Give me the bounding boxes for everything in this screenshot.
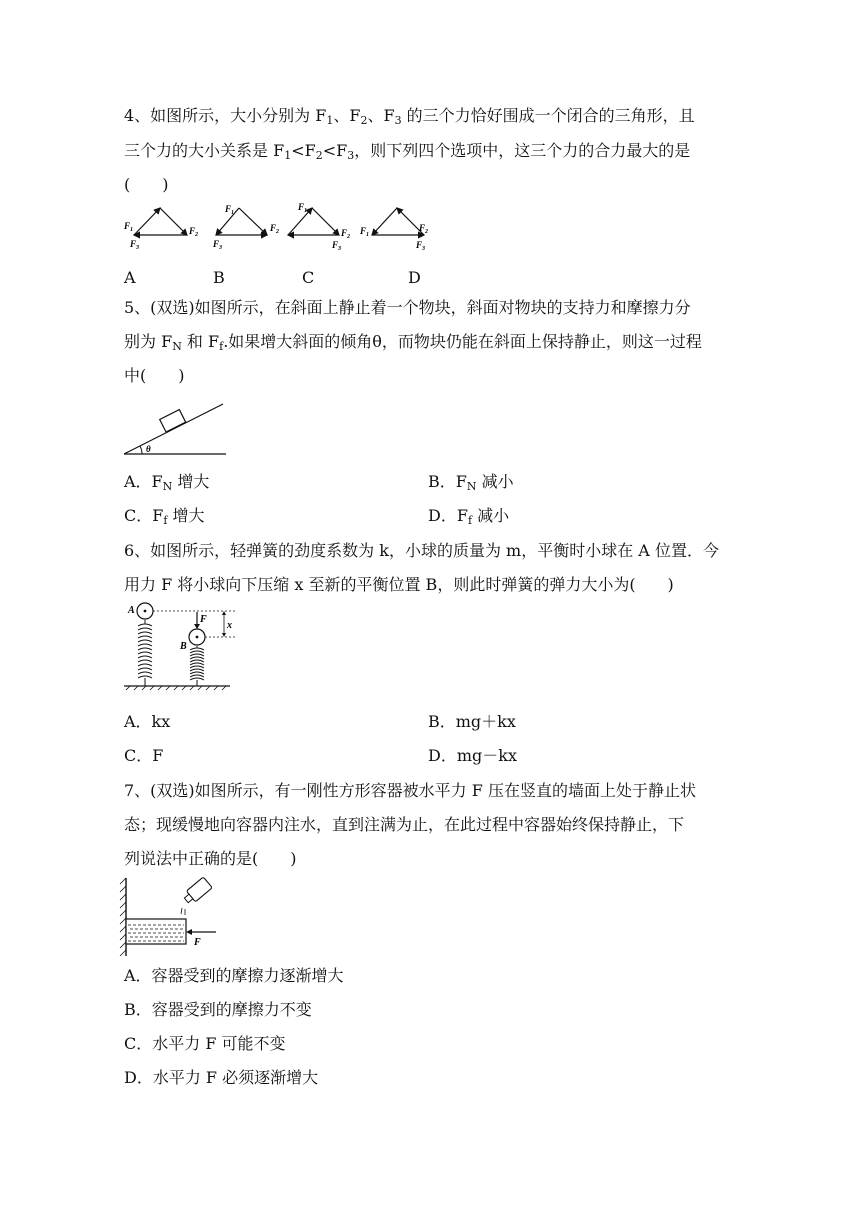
q6-option-a: A．kx — [124, 712, 171, 731]
q5-option-b: B．$F_N$ 减小 — [428, 472, 514, 493]
q5-line-2: 别为 $F_N$ 和 $F_f$.如果增大斜面的倾角θ，而物块仍能在斜面上保持静止，则这一过程 — [124, 332, 702, 353]
q6-line-1: 6、如图所示，轻弹簧的劲度系数为 k，小球的质量为 m，平衡时小球在 A 位置．今 — [124, 541, 719, 560]
q6-option-d: D．mg－kx — [428, 746, 517, 765]
q7-container — [126, 919, 186, 944]
q6-line-2: 用力 F 将小球向下压缩 x 至新的平衡位置 B，则此时弹簧的弹力大小为( ) — [124, 575, 674, 594]
q4-a-label-f1: $F_1$ — [124, 221, 134, 233]
q7-line-2: 态；现缓慢地向容器内注水，直到注满为止，在此过程中容器始终保持静止，下 — [124, 815, 685, 834]
q4-triangles-figure — [122, 198, 442, 258]
q6-label-b: B — [180, 641, 187, 652]
q6-option-b: B．mg＋kx — [428, 712, 516, 731]
q4-triangle-b — [216, 208, 267, 235]
q4-triangle-d — [372, 208, 424, 235]
q4-triangle-c — [288, 208, 339, 235]
q4-triangle-a — [134, 208, 187, 235]
q5-option-d: D．$F_f$ 减小 — [428, 506, 510, 527]
q4-d-label-f2: $F_2$ — [419, 223, 429, 235]
q4-c-label-f1: $F_1$ — [298, 202, 308, 214]
q6-option-c: C．F — [124, 746, 164, 765]
q5-theta-label: θ — [146, 444, 151, 454]
q7-option-b: B．容器受到的摩擦力不变 — [124, 1000, 312, 1019]
q7-option-d: D．水平力 F 必须逐渐增大 — [124, 1068, 319, 1087]
q5-line-3: 中( ) — [124, 366, 185, 385]
q4-b-label-f3: $F_3$ — [213, 239, 223, 251]
q4-d-label-f3: $F_3$ — [416, 240, 426, 252]
q4-b-label-f1: $F_1$ — [225, 204, 235, 216]
q6-spring-figure — [120, 598, 235, 693]
q4-line-3: ( ) — [124, 175, 169, 194]
q5-option-a: A．$F_N$ 增大 — [124, 472, 210, 493]
q4-option-a: A — [124, 268, 136, 287]
q4-a-label-f3: $F_3$ — [130, 239, 140, 251]
q5-incline-figure — [122, 398, 232, 460]
q4-a-label-f2: $F_2$ — [189, 226, 199, 238]
q6-label-a: A — [128, 605, 135, 616]
q7-line-3: 列说法中正确的是( ) — [124, 849, 297, 868]
q7-bottle — [182, 877, 212, 906]
q7-option-a: A．容器受到的摩擦力逐渐增大 — [124, 966, 344, 985]
q6-label-f: F — [200, 614, 207, 625]
q4-c-label-f3: $F_3$ — [332, 240, 342, 252]
q4-option-d: D — [408, 268, 421, 287]
q6-spring-b — [190, 646, 204, 686]
q4-line-1: 4、如图所示，大小分别为 $F_1$、$F_2$、$F_3$ 的三个力恰好围成一个闭合的三角形，且 — [124, 106, 695, 127]
q4-d-label-f1: $F_1$ — [360, 226, 370, 238]
q4-option-c: C — [302, 268, 315, 287]
q7-line-1: 7、(双选)如图所示，有一刚性方形容器被水平力 F 压在竖直的墙面上处于静止状 — [124, 781, 696, 800]
q6-label-x: x — [227, 620, 232, 631]
q5-line-1: 5、(双选)如图所示，在斜面上静止着一个物块，斜面对物块的支持力和摩擦力分 — [124, 298, 691, 317]
q4-line-2: 三个力的大小关系是 $F_1<F_2<F_3$，则下列四个选项中，这三个力的合力最大的是 — [124, 141, 691, 162]
q4-c-label-f2: $F_2$ — [341, 228, 351, 240]
q6-spring-a — [138, 620, 152, 686]
q7-option-c: C．水平力 F 可能不变 — [124, 1034, 286, 1053]
q7-container-figure — [118, 876, 228, 958]
q5-block — [160, 410, 186, 432]
q4-b-label-f2: $F_2$ — [270, 223, 280, 235]
q4-option-b: B — [213, 268, 225, 287]
q7-label-f: F — [194, 937, 201, 948]
q5-option-c: C．$F_f$ 增大 — [124, 506, 205, 527]
